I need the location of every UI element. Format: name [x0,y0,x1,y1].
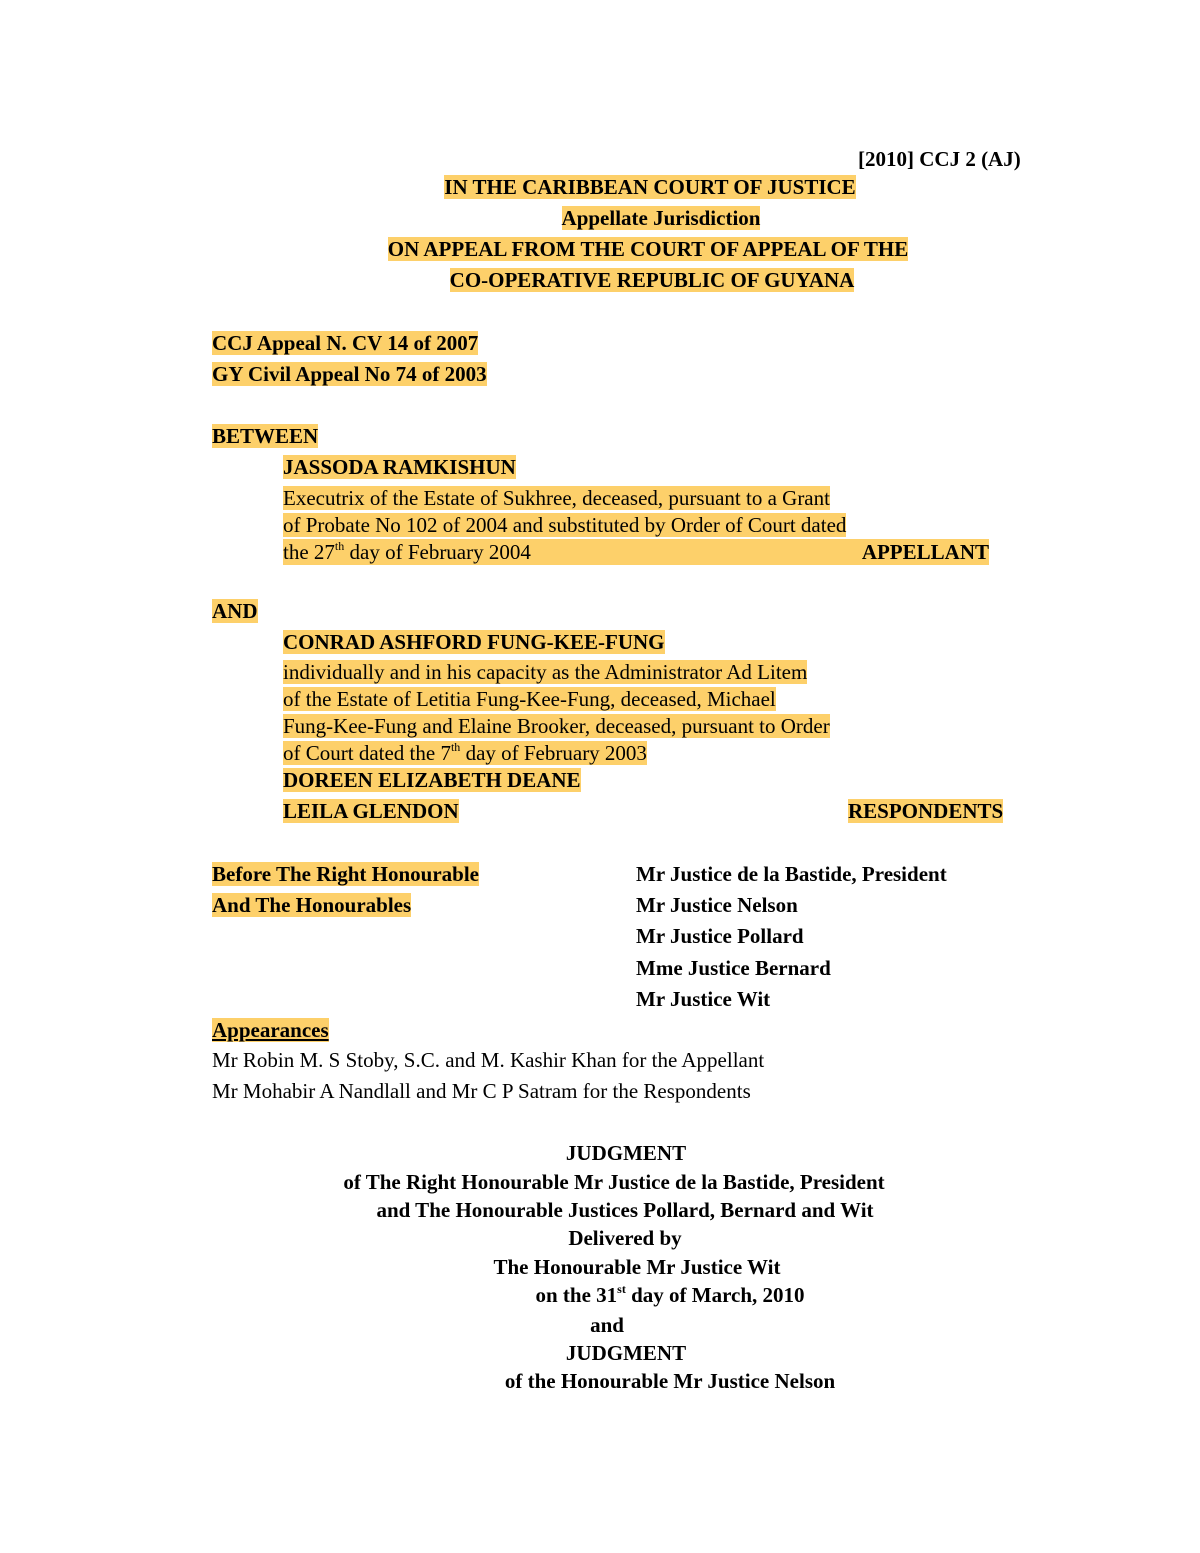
respondent1-description-line1: individually and in his capacity as the Administrator Ad Litem [283,660,808,684]
jurisdiction-wrap [0,205,1200,231]
jurisdiction-heading: Appellate Jurisdiction [561,206,761,230]
judgment-line5: on the 31st day of March, 2010 [535,1282,805,1307]
ccj-appeal-number: CCJ Appeal N. CV 14 of 2007 [212,331,479,355]
gy-appeal-number: GY Civil Appeal No 74 of 2003 [212,362,487,386]
appeal-from-heading: ON APPEAL FROM THE COURT OF APPEAL OF THE [387,237,909,261]
judgment-title: JUDGMENT [565,1141,687,1165]
honourables-label: And The Honourables [212,893,412,917]
respondent3-name: LEILA GLENDON [283,799,459,823]
appellant-name: JASSODA RAMKISHUN [283,455,516,479]
appearance-appellant: Mr Robin M. S Stoby, S.C. and M. Kashir Khan for the Appellant [212,1048,765,1072]
respondent1-description-line2: of the Estate of Letitia Fung-Kee-Fung, deceased, Michael [283,687,776,711]
respondent1-name: CONRAD ASHFORD FUNG-KEE-FUNG [283,630,665,654]
respondent1-description-line4: of Court dated the 7th day of February 2003 [283,740,647,765]
judge-2: Mr Justice Nelson [636,893,798,917]
appeal-line2-wrap [0,267,1200,293]
and-label: AND [212,599,258,623]
judgment-line6: of the Honourable Mr Justice Nelson [504,1369,836,1393]
court-heading: IN THE CARIBBEAN COURT OF JUSTICE [444,175,856,199]
respondent1-description-line3: Fung-Kee-Fung and Elaine Brooker, deceased, pursuant to Order [283,714,830,738]
republic-heading: CO-OPERATIVE REPUBLIC OF GUYANA [449,268,855,292]
judgment-line1: of The Right Honourable Mr Justice de la Bastide, President [343,1170,885,1194]
respondent2-name: DOREEN ELIZABETH DEANE [283,768,581,792]
appellant-description-line1: Executrix of the Estate of Sukhree, deceased, pursuant to a Grant [283,486,830,510]
judgment-line2: and The Honourable Justices Pollard, Bernard and Wit [376,1198,874,1222]
appellant-date: the 27th day of February 2004 [283,539,531,564]
before-label: Before The Right Honourable [212,862,479,886]
judgment-and: and [590,1313,624,1337]
appeal-line1-wrap [0,236,1200,262]
judgment-line4: The Honourable Mr Justice Wit [493,1255,781,1279]
judge-4: Mme Justice Bernard [636,956,831,980]
appearance-respondents: Mr Mohabir A Nandlall and Mr C P Satram for the Respondents [212,1079,751,1103]
appellant-description-line2: of Probate No 102 of 2004 and substituted by Order of Court dated [283,513,847,537]
citation: [2010] CCJ 2 (AJ) [858,147,1021,171]
judgment-line3: Delivered by [568,1226,682,1250]
appellant-description-line3 [283,539,989,565]
appellant-role: APPELLANT [861,540,989,564]
judgment-title-2: JUDGMENT [565,1341,687,1365]
respondents-role: RESPONDENTS [848,799,1004,823]
appearances-heading: Appearances [212,1018,329,1042]
judge-3: Mr Justice Pollard [636,924,804,948]
judge-5: Mr Justice Wit [636,987,771,1011]
court-heading-wrap [0,174,1200,200]
judge-1: Mr Justice de la Bastide, President [636,862,947,886]
between-label: BETWEEN [212,424,319,448]
